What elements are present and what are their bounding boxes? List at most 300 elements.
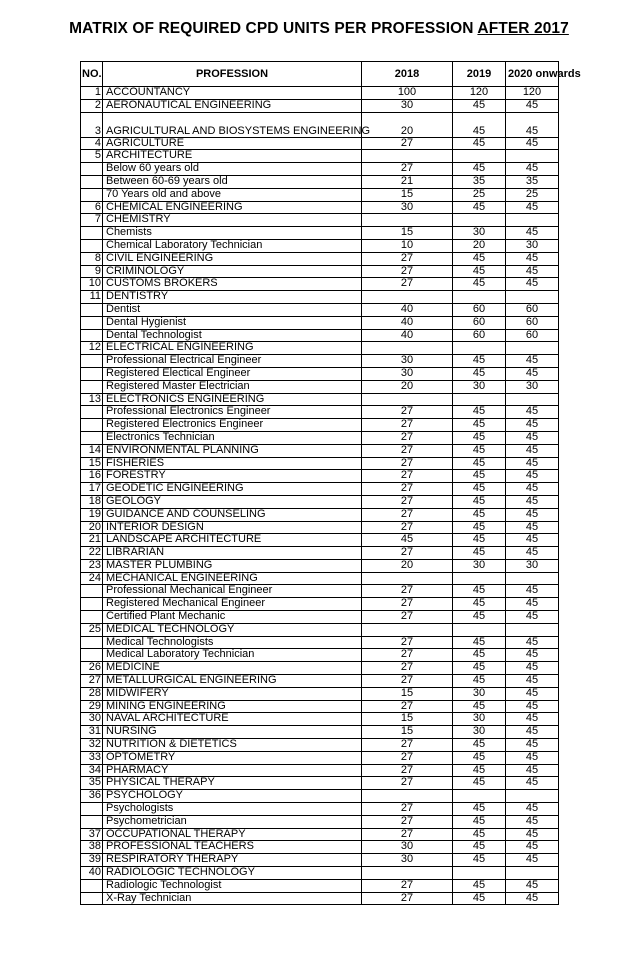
value-2019: 45 — [453, 815, 506, 828]
row-number — [81, 188, 103, 201]
value-2018: 15 — [362, 726, 453, 739]
table-row — [81, 431, 559, 444]
row-number — [81, 879, 103, 892]
value-2018: 15 — [362, 713, 453, 726]
value-2018: 27 — [362, 265, 453, 278]
row-number — [81, 892, 103, 905]
table-row — [81, 559, 559, 572]
title-tail: AFTER 2017 — [477, 20, 569, 37]
profession-cell: Radiologic Technologist — [103, 879, 362, 892]
profession-cell: MIDWIFERY — [103, 687, 362, 700]
row-number — [81, 803, 103, 816]
profession-cell: Dental Hygienist — [103, 316, 362, 329]
profession-cell: AGRICULTURE — [103, 137, 362, 150]
table-row — [81, 675, 559, 688]
value-2020 — [506, 572, 559, 585]
table-row — [81, 329, 559, 342]
profession-cell: NUTRITION & DIETETICS — [103, 739, 362, 752]
value-2020: 45 — [506, 521, 559, 534]
value-2019: 30 — [453, 227, 506, 240]
table-row — [81, 803, 559, 816]
table-row — [81, 175, 559, 188]
table-row — [81, 99, 559, 112]
table-row — [81, 534, 559, 547]
profession-cell: Between 60-69 years old — [103, 175, 362, 188]
value-2019: 45 — [453, 700, 506, 713]
value-2020: 25 — [506, 188, 559, 201]
title-main: MATRIX OF REQUIRED CPD UNITS PER PROFESSION — [69, 20, 474, 37]
value-2020: 45 — [506, 700, 559, 713]
row-number — [81, 175, 103, 188]
value-2020: 45 — [506, 355, 559, 368]
value-2018: 100 — [362, 87, 453, 100]
value-2018 — [362, 342, 453, 355]
value-2019 — [453, 393, 506, 406]
value-2018: 30 — [362, 201, 453, 214]
value-2020: 45 — [506, 419, 559, 432]
value-2019: 45 — [453, 828, 506, 841]
table-row — [81, 687, 559, 700]
table-row — [81, 444, 559, 457]
row-number: 12 — [81, 342, 103, 355]
row-number: 24 — [81, 572, 103, 585]
value-2018: 30 — [362, 99, 453, 112]
profession-cell: LANDSCAPE ARCHITECTURE — [103, 534, 362, 547]
value-2020 — [506, 623, 559, 636]
header-profession: PROFESSION — [103, 62, 362, 87]
profession-cell: INTERIOR DESIGN — [103, 521, 362, 534]
value-2019: 60 — [453, 329, 506, 342]
table-row — [81, 163, 559, 176]
row-number: 18 — [81, 495, 103, 508]
value-2019: 45 — [453, 521, 506, 534]
profession-cell: AERONAUTICAL ENGINEERING — [103, 99, 362, 112]
value-2019: 45 — [453, 611, 506, 624]
row-number — [81, 316, 103, 329]
value-2019: 45 — [453, 406, 506, 419]
row-number: 33 — [81, 751, 103, 764]
table-row — [81, 367, 559, 380]
profession-cell: ACCOUNTANCY — [103, 87, 362, 100]
table-row — [81, 316, 559, 329]
value-2018: 27 — [362, 636, 453, 649]
profession-cell: ELECTRONICS ENGINEERING — [103, 393, 362, 406]
value-2020: 45 — [506, 278, 559, 291]
profession-cell: Psychometrician — [103, 815, 362, 828]
table-row — [81, 137, 559, 150]
table-row — [81, 636, 559, 649]
profession-cell: AGRICULTURAL AND BIOSYSTEMS ENGINEERING — [103, 112, 362, 137]
value-2020: 45 — [506, 112, 559, 137]
table-row — [81, 521, 559, 534]
value-2018: 27 — [362, 252, 453, 265]
table-row — [81, 495, 559, 508]
row-number: 22 — [81, 547, 103, 560]
value-2019: 45 — [453, 508, 506, 521]
profession-cell: Medical Technologists — [103, 636, 362, 649]
table-row — [81, 291, 559, 304]
row-number — [81, 163, 103, 176]
row-number: 20 — [81, 521, 103, 534]
profession-cell: NAVAL ARCHITECTURE — [103, 713, 362, 726]
value-2020: 45 — [506, 470, 559, 483]
value-2018: 27 — [362, 879, 453, 892]
value-2018: 27 — [362, 892, 453, 905]
value-2019: 45 — [453, 419, 506, 432]
value-2020: 30 — [506, 559, 559, 572]
profession-cell: PHARMACY — [103, 764, 362, 777]
row-number: 39 — [81, 854, 103, 867]
value-2018 — [362, 291, 453, 304]
profession-cell: METALLURGICAL ENGINEERING — [103, 675, 362, 688]
table-row — [81, 828, 559, 841]
value-2018: 27 — [362, 547, 453, 560]
value-2020: 45 — [506, 751, 559, 764]
value-2019: 45 — [453, 598, 506, 611]
value-2020: 45 — [506, 892, 559, 905]
value-2019: 45 — [453, 739, 506, 752]
table-row — [81, 483, 559, 496]
row-number: 32 — [81, 739, 103, 752]
table-row — [81, 777, 559, 790]
row-number — [81, 303, 103, 316]
row-number: 30 — [81, 713, 103, 726]
value-2019: 45 — [453, 112, 506, 137]
value-2018 — [362, 393, 453, 406]
profession-cell: X-Ray Technician — [103, 892, 362, 905]
value-2019: 45 — [453, 470, 506, 483]
value-2020: 45 — [506, 598, 559, 611]
value-2020: 45 — [506, 854, 559, 867]
value-2019: 45 — [453, 265, 506, 278]
row-number: 16 — [81, 470, 103, 483]
table-row — [81, 201, 559, 214]
row-number: 29 — [81, 700, 103, 713]
value-2020: 45 — [506, 547, 559, 560]
row-number: 28 — [81, 687, 103, 700]
value-2019: 45 — [453, 854, 506, 867]
value-2019: 45 — [453, 99, 506, 112]
value-2019: 45 — [453, 879, 506, 892]
row-number: 36 — [81, 790, 103, 803]
row-number: 23 — [81, 559, 103, 572]
profession-cell: 70 Years old and above — [103, 188, 362, 201]
page-title — [0, 20, 638, 38]
table-row — [81, 470, 559, 483]
row-number — [81, 585, 103, 598]
profession-cell: Registered Mechanical Engineer — [103, 598, 362, 611]
table-row — [81, 227, 559, 240]
profession-cell: Medical Laboratory Technician — [103, 649, 362, 662]
value-2019: 45 — [453, 137, 506, 150]
table-row — [81, 380, 559, 393]
profession-cell: CUSTOMS BROKERS — [103, 278, 362, 291]
value-2018: 40 — [362, 316, 453, 329]
value-2020: 60 — [506, 329, 559, 342]
value-2018: 27 — [362, 521, 453, 534]
value-2019: 30 — [453, 713, 506, 726]
value-2019: 45 — [453, 803, 506, 816]
value-2018: 27 — [362, 700, 453, 713]
value-2018: 15 — [362, 227, 453, 240]
value-2019 — [453, 150, 506, 163]
value-2018: 21 — [362, 175, 453, 188]
value-2019 — [453, 572, 506, 585]
value-2020: 45 — [506, 687, 559, 700]
row-number — [81, 431, 103, 444]
row-number: 38 — [81, 841, 103, 854]
value-2019: 45 — [453, 777, 506, 790]
table-row — [81, 611, 559, 624]
row-number: 37 — [81, 828, 103, 841]
value-2020: 45 — [506, 99, 559, 112]
row-number: 10 — [81, 278, 103, 291]
value-2018: 27 — [362, 828, 453, 841]
profession-cell: CHEMICAL ENGINEERING — [103, 201, 362, 214]
row-number — [81, 419, 103, 432]
row-number: 34 — [81, 764, 103, 777]
profession-cell: DENTISTRY — [103, 291, 362, 304]
table-row — [81, 188, 559, 201]
row-number: 5 — [81, 150, 103, 163]
value-2020: 45 — [506, 444, 559, 457]
table-row — [81, 355, 559, 368]
value-2019: 45 — [453, 675, 506, 688]
value-2020: 45 — [506, 636, 559, 649]
value-2018: 27 — [362, 483, 453, 496]
value-2020: 45 — [506, 431, 559, 444]
profession-cell: GUIDANCE AND COUNSELING — [103, 508, 362, 521]
header-2018: 2018 — [362, 62, 453, 87]
profession-cell: Psychologists — [103, 803, 362, 816]
value-2020: 45 — [506, 508, 559, 521]
value-2019 — [453, 214, 506, 227]
profession-cell: MEDICAL TECHNOLOGY — [103, 623, 362, 636]
table-row — [81, 598, 559, 611]
value-2018: 27 — [362, 406, 453, 419]
table-header-row — [81, 62, 559, 87]
value-2019: 45 — [453, 444, 506, 457]
profession-cell: ELECTRICAL ENGINEERING — [103, 342, 362, 355]
row-number: 3 — [81, 112, 103, 137]
value-2018: 40 — [362, 303, 453, 316]
value-2019: 45 — [453, 764, 506, 777]
value-2018 — [362, 572, 453, 585]
value-2019 — [453, 867, 506, 880]
value-2020: 45 — [506, 828, 559, 841]
row-number — [81, 649, 103, 662]
value-2018: 45 — [362, 534, 453, 547]
row-number: 7 — [81, 214, 103, 227]
value-2018: 30 — [362, 854, 453, 867]
header-2019: 2019 — [453, 62, 506, 87]
value-2018: 27 — [362, 815, 453, 828]
profession-cell: NURSING — [103, 726, 362, 739]
value-2019: 60 — [453, 316, 506, 329]
table-row — [81, 87, 559, 100]
profession-cell: MASTER PLUMBING — [103, 559, 362, 572]
value-2020: 45 — [506, 227, 559, 240]
row-number: 13 — [81, 393, 103, 406]
value-2020: 45 — [506, 252, 559, 265]
table-row — [81, 867, 559, 880]
profession-cell: OPTOMETRY — [103, 751, 362, 764]
table-row — [81, 239, 559, 252]
row-number: 6 — [81, 201, 103, 214]
table-row — [81, 764, 559, 777]
value-2020: 45 — [506, 803, 559, 816]
value-2018: 27 — [362, 137, 453, 150]
value-2018 — [362, 867, 453, 880]
value-2018: 20 — [362, 380, 453, 393]
value-2018: 27 — [362, 598, 453, 611]
value-2020: 45 — [506, 457, 559, 470]
value-2019: 45 — [453, 662, 506, 675]
table-row — [81, 419, 559, 432]
row-number — [81, 329, 103, 342]
value-2020 — [506, 393, 559, 406]
value-2018: 40 — [362, 329, 453, 342]
value-2018: 27 — [362, 751, 453, 764]
value-2019: 30 — [453, 687, 506, 700]
row-number: 27 — [81, 675, 103, 688]
value-2020: 45 — [506, 815, 559, 828]
row-number: 15 — [81, 457, 103, 470]
profession-cell: LIBRARIAN — [103, 547, 362, 560]
profession-cell: OCCUPATIONAL THERAPY — [103, 828, 362, 841]
value-2019: 45 — [453, 534, 506, 547]
table-row — [81, 662, 559, 675]
row-number: 9 — [81, 265, 103, 278]
row-number: 40 — [81, 867, 103, 880]
row-number — [81, 239, 103, 252]
value-2019: 35 — [453, 175, 506, 188]
profession-cell: Dentist — [103, 303, 362, 316]
value-2019: 45 — [453, 367, 506, 380]
profession-cell: PSYCHOLOGY — [103, 790, 362, 803]
row-number — [81, 367, 103, 380]
value-2018: 27 — [362, 585, 453, 598]
table-row — [81, 790, 559, 803]
table-row — [81, 278, 559, 291]
table-row — [81, 342, 559, 355]
row-number — [81, 380, 103, 393]
row-number — [81, 611, 103, 624]
row-number — [81, 636, 103, 649]
table-row — [81, 112, 559, 137]
value-2018 — [362, 623, 453, 636]
profession-cell: GEOLOGY — [103, 495, 362, 508]
row-number: 14 — [81, 444, 103, 457]
value-2018: 20 — [362, 112, 453, 137]
value-2018: 30 — [362, 367, 453, 380]
value-2019: 30 — [453, 380, 506, 393]
profession-cell: Registered Electical Engineer — [103, 367, 362, 380]
profession-cell: CHEMISTRY — [103, 214, 362, 227]
value-2019: 45 — [453, 201, 506, 214]
value-2020: 45 — [506, 841, 559, 854]
value-2018: 27 — [362, 662, 453, 675]
value-2018: 27 — [362, 764, 453, 777]
value-2018 — [362, 214, 453, 227]
value-2019: 120 — [453, 87, 506, 100]
table-row — [81, 508, 559, 521]
table-row — [81, 854, 559, 867]
value-2019 — [453, 790, 506, 803]
row-number: 19 — [81, 508, 103, 521]
row-number — [81, 227, 103, 240]
value-2018: 27 — [362, 739, 453, 752]
value-2018: 10 — [362, 239, 453, 252]
profession-cell: MINING ENGINEERING — [103, 700, 362, 713]
value-2019: 45 — [453, 252, 506, 265]
value-2020: 45 — [506, 764, 559, 777]
value-2018: 30 — [362, 841, 453, 854]
row-number: 35 — [81, 777, 103, 790]
value-2019: 45 — [453, 751, 506, 764]
value-2018 — [362, 790, 453, 803]
row-number — [81, 815, 103, 828]
value-2019: 45 — [453, 431, 506, 444]
value-2019: 20 — [453, 239, 506, 252]
value-2020: 45 — [506, 201, 559, 214]
value-2019: 45 — [453, 457, 506, 470]
row-number: 21 — [81, 534, 103, 547]
value-2019: 25 — [453, 188, 506, 201]
profession-cell: CRIMINOLOGY — [103, 265, 362, 278]
table-row — [81, 623, 559, 636]
value-2020 — [506, 214, 559, 227]
value-2020: 45 — [506, 739, 559, 752]
value-2019: 45 — [453, 636, 506, 649]
profession-cell: MEDICINE — [103, 662, 362, 675]
value-2020: 60 — [506, 303, 559, 316]
value-2018: 27 — [362, 508, 453, 521]
profession-cell: MECHANICAL ENGINEERING — [103, 572, 362, 585]
row-number: 31 — [81, 726, 103, 739]
profession-cell: Electronics Technician — [103, 431, 362, 444]
profession-cell: Chemical Laboratory Technician — [103, 239, 362, 252]
value-2020: 45 — [506, 713, 559, 726]
value-2020 — [506, 291, 559, 304]
value-2018: 30 — [362, 355, 453, 368]
value-2020: 30 — [506, 380, 559, 393]
row-number — [81, 355, 103, 368]
value-2020: 30 — [506, 239, 559, 252]
value-2020 — [506, 790, 559, 803]
value-2020: 45 — [506, 585, 559, 598]
header-2020: 2020 onwards — [506, 62, 559, 87]
value-2018: 15 — [362, 687, 453, 700]
value-2019: 45 — [453, 483, 506, 496]
value-2019 — [453, 342, 506, 355]
value-2019: 45 — [453, 278, 506, 291]
row-number: 17 — [81, 483, 103, 496]
value-2020: 45 — [506, 137, 559, 150]
profession-cell: Professional Electrical Engineer — [103, 355, 362, 368]
profession-cell: Chemists — [103, 227, 362, 240]
table-row — [81, 547, 559, 560]
value-2020: 35 — [506, 175, 559, 188]
profession-cell: Below 60 years old — [103, 163, 362, 176]
value-2019: 45 — [453, 547, 506, 560]
table-row — [81, 700, 559, 713]
row-number: 11 — [81, 291, 103, 304]
table-row — [81, 815, 559, 828]
value-2018 — [362, 150, 453, 163]
value-2019: 45 — [453, 892, 506, 905]
value-2020 — [506, 867, 559, 880]
